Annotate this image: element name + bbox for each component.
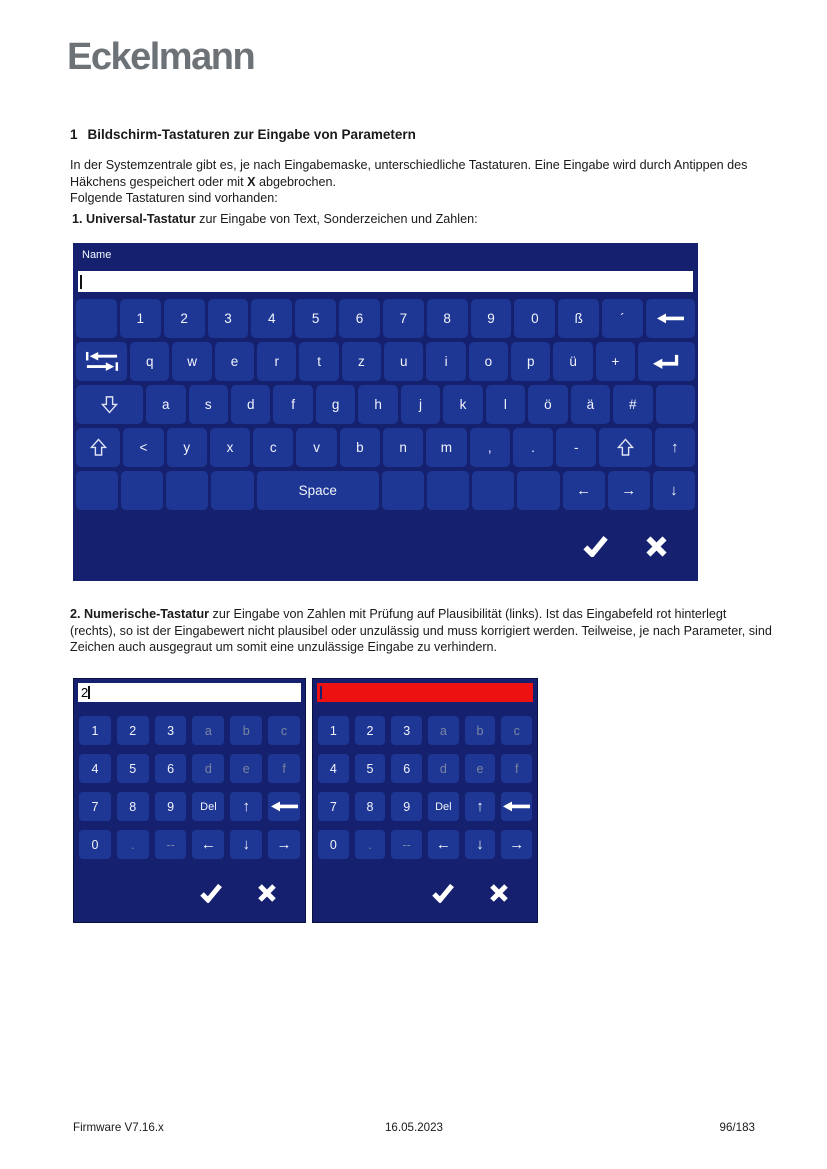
key-1[interactable] bbox=[318, 716, 349, 745]
key-2[interactable] bbox=[164, 299, 205, 338]
key-label: 8 bbox=[366, 799, 374, 814]
key-label: 1 bbox=[91, 723, 99, 738]
keyboard-row bbox=[79, 830, 300, 859]
key-label: f bbox=[291, 397, 296, 412]
key-f[interactable] bbox=[268, 754, 300, 783]
key-label: 0 bbox=[531, 311, 539, 326]
cancel-button[interactable] bbox=[489, 883, 509, 903]
key-label: Space bbox=[298, 483, 337, 498]
key-arrow-down[interactable] bbox=[465, 830, 496, 859]
key-minus[interactable] bbox=[556, 428, 596, 467]
key-shift[interactable] bbox=[599, 428, 651, 467]
key-label: 1 bbox=[136, 311, 145, 326]
key-period[interactable] bbox=[355, 830, 386, 859]
arrow-down-icon: ↓ bbox=[670, 482, 678, 499]
key-q[interactable] bbox=[130, 342, 169, 381]
key-8[interactable] bbox=[355, 792, 386, 821]
key-c[interactable] bbox=[253, 428, 293, 467]
key-label: h bbox=[374, 397, 382, 412]
key-arrow-left[interactable] bbox=[428, 830, 459, 859]
intro-line-2: Folgende Tastaturen sind vorhanden: bbox=[70, 191, 278, 206]
key-7[interactable] bbox=[318, 792, 349, 821]
arrow-right-icon: → bbox=[276, 836, 292, 853]
key-label: - bbox=[574, 440, 579, 455]
key-a[interactable] bbox=[428, 716, 459, 745]
checkmark-icon bbox=[582, 535, 609, 558]
universal-keyboard-actions bbox=[73, 511, 698, 581]
key-double-dash[interactable] bbox=[155, 830, 187, 859]
key-oe[interactable] bbox=[528, 385, 567, 424]
keyboard-row bbox=[318, 754, 532, 783]
key-v[interactable] bbox=[296, 428, 336, 467]
key-label: 3 bbox=[224, 311, 232, 326]
key-label: ´ bbox=[620, 311, 625, 326]
key-x[interactable] bbox=[210, 428, 250, 467]
cancel-button[interactable] bbox=[257, 883, 277, 903]
key-4[interactable] bbox=[318, 754, 349, 783]
key-blank[interactable] bbox=[121, 471, 163, 510]
key-b[interactable] bbox=[230, 716, 262, 745]
key-label: 8 bbox=[129, 799, 137, 814]
confirm-button[interactable] bbox=[199, 883, 223, 903]
key-d[interactable] bbox=[428, 754, 459, 783]
arrow-left-icon: ← bbox=[200, 836, 216, 853]
numeric-keyboard-plausible bbox=[73, 678, 306, 923]
key-space[interactable] bbox=[257, 471, 379, 510]
key-label: k bbox=[459, 397, 467, 412]
key-e[interactable] bbox=[465, 754, 496, 783]
footer-date: 16.05.2023 bbox=[384, 1121, 443, 1134]
key-blank[interactable] bbox=[427, 471, 469, 510]
universal-caption-bold: 1. Universal-Tastatur bbox=[72, 212, 196, 226]
key-c[interactable] bbox=[268, 716, 300, 745]
arrow-up-icon: ↑ bbox=[242, 798, 250, 815]
numeric-keyboard-caption bbox=[70, 606, 774, 656]
key-arrow-down[interactable] bbox=[230, 830, 262, 859]
key-label: 9 bbox=[487, 311, 495, 326]
key-e[interactable] bbox=[230, 754, 262, 783]
tab-icon bbox=[85, 351, 119, 372]
key-2[interactable] bbox=[117, 716, 149, 745]
key-arrow-up[interactable] bbox=[655, 428, 695, 467]
x-icon bbox=[489, 883, 509, 903]
universal-keyboard bbox=[73, 243, 698, 581]
backspace-icon bbox=[657, 313, 684, 324]
key-label: 9 bbox=[403, 799, 411, 814]
footer-firmware: Firmware V7.16.x bbox=[73, 1121, 164, 1134]
key-label: 7 bbox=[329, 799, 337, 814]
key-label: Del bbox=[200, 800, 217, 813]
key-arrow-right[interactable] bbox=[268, 830, 300, 859]
numeric-keyboard-invalid bbox=[312, 678, 538, 923]
key-label: 0 bbox=[91, 837, 99, 852]
key-label: a bbox=[439, 723, 447, 738]
key-e[interactable] bbox=[215, 342, 254, 381]
key-f[interactable] bbox=[501, 754, 532, 783]
key-0[interactable] bbox=[514, 299, 555, 338]
key-label: d bbox=[439, 761, 447, 776]
key-5[interactable] bbox=[355, 754, 386, 783]
numeric-input-error[interactable] bbox=[317, 683, 533, 702]
key-w[interactable] bbox=[172, 342, 211, 381]
x-icon bbox=[257, 883, 277, 903]
key-acute[interactable] bbox=[602, 299, 643, 338]
key-label: n bbox=[399, 440, 407, 455]
key-del[interactable] bbox=[428, 792, 459, 821]
numeric-caption-rest: zur Eingabe von Zahlen mit Prüfung auf Plausibilität (links). Ist das Eingabefeld rot hinterlegt (rechts), so ist der Eingabewert nicht plausibel oder unzulässig und muss korrigiert werden. Teilweise, je nach Parameter, sind Zeichen auch ausgegraut um somit eine unzulässige Eingabe zu verhindern. bbox=[70, 607, 772, 655]
key-label: -- bbox=[166, 837, 175, 852]
numeric-keyboard-actions bbox=[74, 864, 305, 922]
numeric-key-grid bbox=[79, 716, 300, 859]
key-label: 4 bbox=[268, 311, 276, 326]
key-j[interactable] bbox=[401, 385, 440, 424]
key-label: 1 bbox=[329, 723, 337, 738]
key-arrow-up[interactable] bbox=[230, 792, 262, 821]
text-cursor bbox=[88, 686, 90, 699]
key-double-dash[interactable] bbox=[391, 830, 422, 859]
key-i[interactable] bbox=[426, 342, 465, 381]
key-label: m bbox=[440, 440, 453, 455]
key-6[interactable] bbox=[155, 754, 187, 783]
text-cursor bbox=[320, 686, 322, 699]
key-label: q bbox=[146, 354, 154, 369]
key-p[interactable] bbox=[511, 342, 550, 381]
text-cursor bbox=[80, 275, 82, 289]
key-label: r bbox=[274, 354, 280, 369]
key-2[interactable] bbox=[355, 716, 386, 745]
numeric-keyboard-actions bbox=[313, 864, 537, 922]
key-label: 6 bbox=[403, 761, 411, 776]
key-7[interactable] bbox=[383, 299, 424, 338]
key-o[interactable] bbox=[469, 342, 508, 381]
heading-text: Bildschirm-Tastaturen zur Eingabe von Parametern bbox=[87, 127, 416, 142]
key-label: 3 bbox=[167, 723, 175, 738]
key-y[interactable] bbox=[167, 428, 207, 467]
key-t[interactable] bbox=[299, 342, 338, 381]
keyboard-row bbox=[318, 792, 532, 821]
key-label: 2 bbox=[129, 723, 137, 738]
key-backspace[interactable] bbox=[501, 792, 532, 821]
key-blank[interactable] bbox=[166, 471, 208, 510]
key-arrow-left[interactable] bbox=[563, 471, 605, 510]
keyboard-row bbox=[76, 471, 695, 510]
key-ue[interactable] bbox=[553, 342, 592, 381]
key-label: + bbox=[611, 354, 620, 369]
numeric-caption-bold: 2. Numerische-Tastatur bbox=[70, 607, 210, 621]
cancel-button[interactable] bbox=[645, 535, 668, 558]
key-label: , bbox=[487, 440, 492, 455]
heading-number: 1 bbox=[70, 127, 78, 142]
key-blank[interactable] bbox=[211, 471, 253, 510]
arrow-up-icon: ↑ bbox=[671, 439, 679, 456]
key-label: e bbox=[230, 354, 239, 369]
arrow-right-icon: → bbox=[621, 482, 637, 499]
key-label: y bbox=[183, 440, 191, 455]
key-r[interactable] bbox=[257, 342, 296, 381]
keyboard-row bbox=[76, 428, 695, 467]
key-label: t bbox=[317, 354, 321, 369]
key-label: -- bbox=[402, 837, 411, 852]
keyboard-row bbox=[79, 792, 300, 821]
key-label: g bbox=[331, 397, 340, 412]
key-d[interactable] bbox=[192, 754, 224, 783]
key-label: b bbox=[356, 440, 364, 455]
checkmark-icon bbox=[431, 883, 455, 903]
key-7[interactable] bbox=[79, 792, 111, 821]
arrow-left-icon: ← bbox=[576, 482, 592, 499]
key-enter[interactable] bbox=[638, 342, 695, 381]
key-5[interactable] bbox=[295, 299, 336, 338]
key-label: p bbox=[526, 354, 535, 369]
key-arrow-down[interactable] bbox=[653, 471, 695, 510]
key-9[interactable] bbox=[155, 792, 187, 821]
key-backspace[interactable] bbox=[646, 299, 695, 338]
key-8[interactable] bbox=[117, 792, 149, 821]
key-period[interactable] bbox=[117, 830, 149, 859]
key-label: < bbox=[139, 440, 148, 455]
intro-text-1: In der Systemzentrale gibt es, je nach Eingabemaske, unterschiedliche Tastaturen. Eine Eingabe wird durch Antippen des Häkchens gespeichert oder mit bbox=[70, 158, 748, 189]
key-label: ö bbox=[544, 397, 552, 412]
key-f[interactable] bbox=[273, 385, 312, 424]
key-label: s bbox=[204, 397, 212, 412]
arrow-down-icon: ↓ bbox=[476, 836, 484, 853]
key-0[interactable] bbox=[79, 830, 111, 859]
key-arrow-up[interactable] bbox=[465, 792, 496, 821]
key-shift[interactable] bbox=[76, 428, 120, 467]
key-label: w bbox=[187, 354, 197, 369]
key-label: e bbox=[242, 761, 250, 776]
key-3[interactable] bbox=[155, 716, 187, 745]
arrow-up-icon: ↑ bbox=[476, 798, 484, 815]
shift-icon bbox=[617, 438, 634, 457]
key-g[interactable] bbox=[316, 385, 355, 424]
numeric-input-valid[interactable] bbox=[78, 683, 301, 702]
key-b[interactable] bbox=[340, 428, 380, 467]
key-m[interactable] bbox=[426, 428, 466, 467]
key-label: 9 bbox=[167, 799, 175, 814]
key-blank[interactable] bbox=[656, 385, 695, 424]
key-label: b bbox=[476, 723, 484, 738]
key-5[interactable] bbox=[117, 754, 149, 783]
intro-text-2: abgebrochen. bbox=[255, 174, 337, 189]
key-u[interactable] bbox=[384, 342, 423, 381]
keyboard-row bbox=[318, 830, 532, 859]
universal-keyboard-caption bbox=[72, 211, 772, 228]
numeric-input-value: 2 bbox=[81, 685, 89, 700]
footer-page: 96/183 bbox=[719, 1121, 755, 1134]
key-1[interactable] bbox=[79, 716, 111, 745]
name-field-label: Name bbox=[82, 249, 112, 261]
key-a[interactable] bbox=[192, 716, 224, 745]
key-label: i bbox=[444, 354, 448, 369]
enter-icon bbox=[653, 354, 681, 369]
arrow-left-icon: ← bbox=[435, 836, 451, 853]
key-label: 5 bbox=[129, 761, 137, 776]
key-6[interactable] bbox=[391, 754, 422, 783]
key-8[interactable] bbox=[427, 299, 468, 338]
key-backspace[interactable] bbox=[268, 792, 300, 821]
key-3[interactable] bbox=[208, 299, 249, 338]
key-h[interactable] bbox=[358, 385, 397, 424]
key-less-than[interactable] bbox=[123, 428, 163, 467]
key-arrow-right[interactable] bbox=[608, 471, 650, 510]
key-plus[interactable] bbox=[596, 342, 635, 381]
key-b[interactable] bbox=[465, 716, 496, 745]
intro-paragraph bbox=[70, 157, 760, 207]
key-k[interactable] bbox=[443, 385, 482, 424]
key-label: 6 bbox=[355, 311, 364, 326]
key-label: b bbox=[242, 723, 250, 738]
keyboard-row bbox=[79, 754, 300, 783]
key-period[interactable] bbox=[513, 428, 553, 467]
key-label: . bbox=[531, 440, 535, 455]
key-3[interactable] bbox=[391, 716, 422, 745]
key-blank[interactable] bbox=[382, 471, 424, 510]
key-9[interactable] bbox=[471, 299, 512, 338]
key-blank[interactable] bbox=[76, 299, 117, 338]
key-4[interactable] bbox=[79, 754, 111, 783]
arrow-down-icon: ↓ bbox=[242, 836, 250, 853]
universal-key-grid bbox=[76, 299, 695, 510]
key-label: 7 bbox=[399, 311, 408, 326]
key-ae[interactable] bbox=[571, 385, 610, 424]
page-footer bbox=[73, 1121, 755, 1134]
key-arrow-right[interactable] bbox=[501, 830, 532, 859]
keyboard-row bbox=[76, 385, 695, 424]
confirm-button[interactable] bbox=[431, 883, 455, 903]
key-label: u bbox=[400, 354, 408, 369]
keyboard-row bbox=[76, 299, 695, 338]
key-label: 5 bbox=[366, 761, 374, 776]
key-label: j bbox=[419, 397, 423, 412]
key-tab[interactable] bbox=[76, 342, 127, 381]
key-label: d bbox=[204, 761, 212, 776]
name-input[interactable] bbox=[78, 271, 693, 292]
key-comma[interactable] bbox=[470, 428, 510, 467]
arrow-right-icon: → bbox=[509, 836, 525, 853]
key-label: 4 bbox=[329, 761, 337, 776]
key-label: o bbox=[484, 354, 493, 369]
key-eszett[interactable] bbox=[558, 299, 599, 338]
key-label: a bbox=[204, 723, 212, 738]
key-label: e bbox=[476, 761, 484, 776]
keyboard-row bbox=[79, 716, 300, 745]
page-title bbox=[70, 127, 416, 142]
key-c[interactable] bbox=[501, 716, 532, 745]
key-label: . bbox=[131, 837, 135, 852]
key-label: 7 bbox=[91, 799, 99, 814]
keyboard-row bbox=[76, 342, 695, 381]
key-label: Del bbox=[435, 800, 452, 813]
key-d[interactable] bbox=[231, 385, 270, 424]
key-label: 0 bbox=[329, 837, 337, 852]
key-6[interactable] bbox=[339, 299, 380, 338]
key-z[interactable] bbox=[342, 342, 381, 381]
key-label: 2 bbox=[366, 723, 374, 738]
key-label: z bbox=[358, 354, 365, 369]
caps-down-icon bbox=[101, 395, 118, 414]
universal-caption-rest: zur Eingabe von Text, Sonderzeichen und Zahlen: bbox=[195, 212, 478, 226]
key-4[interactable] bbox=[251, 299, 292, 338]
key-label: # bbox=[629, 397, 637, 412]
key-label: 2 bbox=[180, 311, 188, 326]
key-label: f bbox=[514, 761, 519, 776]
key-label: c bbox=[280, 723, 288, 738]
x-icon bbox=[645, 535, 668, 558]
keyboard-row bbox=[318, 716, 532, 745]
key-label: a bbox=[162, 397, 170, 412]
key-label: . bbox=[368, 837, 372, 852]
key-hash[interactable] bbox=[613, 385, 652, 424]
key-blank[interactable] bbox=[472, 471, 514, 510]
key-label: f bbox=[282, 761, 286, 776]
key-label: 8 bbox=[443, 311, 451, 326]
key-label: 3 bbox=[403, 723, 411, 738]
numeric-key-grid bbox=[318, 716, 532, 859]
key-0[interactable] bbox=[318, 830, 349, 859]
key-s[interactable] bbox=[189, 385, 228, 424]
key-label: v bbox=[313, 440, 320, 455]
key-label: d bbox=[246, 397, 255, 412]
shift-icon bbox=[90, 438, 107, 457]
key-blank[interactable] bbox=[517, 471, 559, 510]
key-blank[interactable] bbox=[76, 471, 118, 510]
key-label: x bbox=[226, 440, 234, 455]
key-label: ß bbox=[574, 311, 583, 326]
key-l[interactable] bbox=[486, 385, 525, 424]
key-del[interactable] bbox=[192, 792, 224, 821]
key-n[interactable] bbox=[383, 428, 423, 467]
checkmark-icon bbox=[199, 883, 223, 903]
key-1[interactable] bbox=[120, 299, 161, 338]
key-label: c bbox=[269, 440, 277, 455]
key-arrow-left[interactable] bbox=[192, 830, 224, 859]
confirm-button[interactable] bbox=[582, 535, 609, 558]
key-label: 4 bbox=[91, 761, 99, 776]
key-label: ä bbox=[586, 397, 595, 412]
key-label: ü bbox=[569, 354, 577, 369]
key-label: c bbox=[513, 723, 520, 738]
backspace-icon bbox=[271, 801, 298, 812]
key-9[interactable] bbox=[391, 792, 422, 821]
key-label: l bbox=[503, 397, 507, 412]
key-label: 6 bbox=[167, 761, 175, 776]
key-caps-down[interactable] bbox=[76, 385, 143, 424]
key-a[interactable] bbox=[146, 385, 185, 424]
intro-bold-x: X bbox=[247, 174, 256, 189]
eckelmann-logo: Eckelmann bbox=[67, 36, 255, 78]
key-label: 5 bbox=[311, 311, 320, 326]
backspace-icon bbox=[503, 801, 530, 812]
